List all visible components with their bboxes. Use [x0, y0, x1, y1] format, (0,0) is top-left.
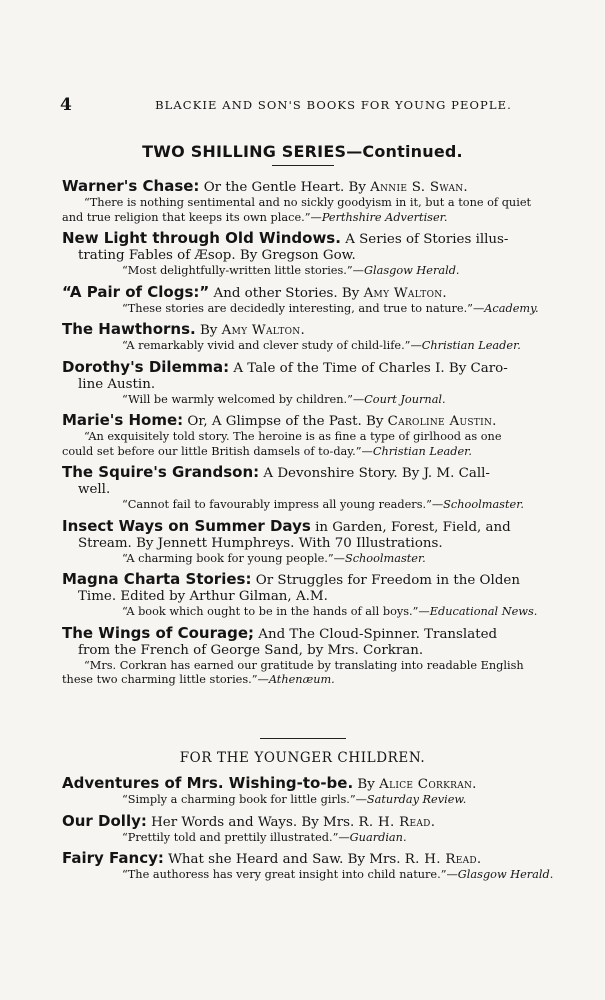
review-source: Educational News. — [429, 605, 538, 618]
entry-title-line — [62, 571, 562, 589]
entry-continuation: trating Fables of Æsop. By Gregson Gow. — [78, 248, 356, 263]
review-quote-text: these two charming little stories.”— — [62, 673, 269, 686]
book-entry — [62, 178, 562, 225]
review-source: Schoolmaster. — [344, 551, 426, 565]
book-entry — [62, 359, 562, 408]
entry-description: Her Words and Ways. By Mrs. — [146, 814, 359, 830]
entry-description: And The Cloud-Spinner. Translated — [254, 626, 498, 642]
entry-title-line — [62, 775, 562, 793]
book-title: Warner's Chase: — [62, 177, 200, 195]
review-quote — [62, 264, 562, 279]
entry-description: What she Heard and Saw. By Mrs. — [163, 852, 405, 867]
review-source: Glasgow Herald. — [363, 264, 460, 277]
book-entry — [62, 412, 562, 459]
book-entry — [62, 571, 562, 620]
review-quote-text: and true religion that keeps its own place.”— — [62, 210, 322, 224]
review-quote — [62, 831, 562, 846]
review-source: Perthshire Advertiser. — [321, 210, 448, 224]
review-quote-text: “The authoress has very great insight into child nature.”— — [122, 868, 458, 881]
review-quote — [62, 793, 562, 808]
author-name: Amy Walton. — [363, 285, 447, 301]
entry-continuation: from the French of George Sand, by Mrs. Corkran. — [78, 642, 424, 658]
review-quote-text: “These stories are decidedly interesting, and true to nature.”— — [122, 301, 485, 315]
review-quote — [62, 552, 562, 567]
book-list — [62, 178, 562, 693]
review-quote — [62, 430, 562, 445]
review-source: Christian Leader. — [372, 444, 472, 458]
review-quote-text: “A remarkably vivid and clever study of child-life.”— — [122, 339, 422, 352]
review-quote-text: “A book which ought to be in the hands of all boys.”— — [122, 605, 430, 618]
running-head — [60, 95, 545, 115]
review-source: Glasgow Herald. — [457, 868, 554, 881]
entry-continuation: Time. Edited by Arthur Gilman, A.M. — [78, 589, 328, 604]
review-source: Schoolmaster. — [443, 498, 524, 511]
entry-description: A Devonshire Story. By J. M. Call- — [259, 466, 490, 481]
book-entry — [62, 518, 562, 567]
review-quote — [62, 339, 562, 354]
entry-title-line — [62, 284, 562, 302]
review-quote-text: “Prettily told and prettily illustrated.”— — [122, 830, 350, 844]
entry-continuation: Stream. By Jennett Humphreys. With 70 Illustrations. — [78, 535, 443, 551]
entry-continuation: line Austin. — [78, 376, 156, 392]
review-quote — [62, 211, 562, 226]
review-quote-text: “There is nothing sentimental and no sickly goodyism in it, but a tone of quiet — [84, 196, 532, 209]
entry-description: By — [195, 323, 222, 338]
book-title: Dorothy's Dilemma: — [62, 357, 230, 376]
review-quote — [62, 868, 562, 883]
book-title: Magna Charta Stories: — [62, 570, 252, 588]
book-title: New Light through Old Windows. — [62, 229, 341, 247]
author-name: Caroline Austin. — [387, 414, 497, 429]
heading-rule — [272, 165, 334, 166]
entry-title-line — [62, 625, 562, 643]
review-quote — [62, 302, 562, 317]
section-divider-rule — [260, 738, 346, 739]
review-quote-text: “An exquisitely told story. The heroine is as fine a type of girlhood as one — [84, 430, 502, 443]
author-name: Annie S. Swan. — [370, 180, 468, 195]
review-quote — [62, 659, 562, 674]
book-title: The Wings of Courage; — [62, 623, 255, 642]
section-heading: TWO SHILLING SERIES—Continued. — [142, 142, 463, 161]
book-title: Our Dolly: — [62, 811, 147, 830]
entry-description: A Series of Stories illus- — [340, 232, 509, 247]
review-quote — [62, 196, 562, 211]
author-name: R. H. Read. — [404, 852, 482, 867]
book-title: Insect Ways on Summer Days — [62, 516, 311, 535]
review-quote — [62, 393, 562, 408]
book-entry — [62, 284, 562, 317]
younger-children-heading: FOR THE YOUNGER CHILDREN. — [179, 750, 426, 766]
book-entry — [62, 230, 562, 279]
entry-title-line — [62, 178, 562, 196]
review-source: Guardian. — [349, 830, 407, 844]
page-number: 4 — [60, 95, 72, 115]
review-quote-text: “Mrs. Corkran has earned our gratitude by translating into readable English — [84, 658, 524, 672]
entry-description: And other Stories. By — [209, 285, 364, 301]
review-quote — [62, 605, 562, 620]
book-title: Marie's Home: — [62, 411, 184, 429]
entry-title-line — [62, 813, 562, 831]
entry-title-line — [62, 230, 562, 248]
book-entry — [62, 464, 562, 513]
entry-description: Or Struggles for Freedom in the Olden — [251, 573, 520, 588]
entry-description: By — [353, 777, 380, 792]
book-title: Fairy Fancy: — [62, 849, 164, 867]
book-title: The Hawthorns. — [62, 320, 196, 338]
book-entry — [62, 813, 562, 846]
entry-continuation: well. — [78, 482, 111, 497]
book-entry — [62, 321, 562, 354]
review-quote — [62, 445, 562, 460]
entry-title-line — [62, 850, 562, 868]
review-quote-text: “Cannot fail to favourably impress all young readers.”— — [122, 498, 444, 511]
review-source: Christian Leader. — [421, 339, 521, 352]
entry-description: A Tale of the Time of Charles I. By Caro- — [229, 360, 508, 376]
entry-title-line — [62, 518, 562, 536]
entry-description: Or, A Glimpse of the Past. By — [183, 414, 388, 429]
review-source: Academy. — [484, 301, 539, 315]
running-title: BLACKIE AND SON'S BOOKS FOR YOUNG PEOPLE. — [155, 98, 512, 112]
book-title: The Squire's Grandson: — [62, 463, 260, 481]
book-title: Adventures of Mrs. Wishing-to-be. — [62, 774, 354, 792]
younger-book-list — [62, 775, 562, 888]
book-title: “A Pair of Clogs:” — [62, 282, 210, 301]
review-quote-text: “Will be warmly welcomed by children.”— — [122, 392, 365, 406]
entry-title-line — [62, 464, 562, 482]
entry-title-line — [62, 321, 562, 339]
review-quote-text: “Most delightfully-written little stories.”— — [122, 264, 364, 277]
entry-title-line — [62, 412, 562, 430]
entry-title-line — [62, 359, 562, 377]
review-source: Court Journal. — [364, 392, 446, 406]
book-entry — [62, 625, 562, 688]
author-name: Alice Corkran. — [379, 777, 477, 792]
author-name: R. H. Read. — [358, 814, 436, 830]
author-name: Amy Walton. — [221, 323, 306, 338]
review-quote-text: “Simply a charming book for little girls.”— — [122, 793, 367, 806]
review-quote — [62, 673, 562, 688]
review-source: Saturday Review. — [366, 793, 467, 806]
review-quote — [62, 498, 562, 513]
review-source: Athenæum. — [268, 673, 335, 686]
book-entry — [62, 850, 562, 883]
review-quote-text: could set before our little British damsels of to-day.”— — [62, 444, 373, 458]
review-quote-text: “A charming book for young people.”— — [122, 551, 345, 565]
book-entry — [62, 775, 562, 808]
entry-description: in Garden, Forest, Field, and — [310, 519, 511, 535]
entry-description: Or the Gentle Heart. By — [199, 180, 371, 195]
